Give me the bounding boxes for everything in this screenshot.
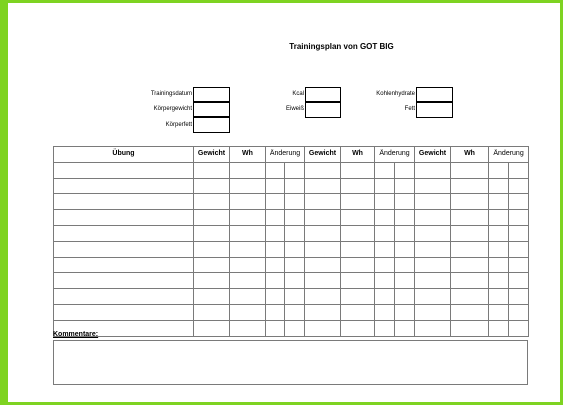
table-cell[interactable] <box>415 194 451 210</box>
table-cell[interactable] <box>451 320 489 336</box>
table-cell[interactable] <box>230 289 266 305</box>
eiweiss-field[interactable] <box>305 102 341 118</box>
label-trainingsdatum: Trainingsdatum <box>150 91 192 97</box>
table-cell[interactable] <box>341 304 375 320</box>
label-koerpergewicht: Körpergewicht <box>153 106 192 112</box>
table-cell[interactable] <box>375 241 395 257</box>
header-aenderung-1: Änderung <box>266 147 305 163</box>
header-wh-1: Wh <box>230 147 266 163</box>
table-cell[interactable] <box>230 178 266 194</box>
table-cell[interactable] <box>395 210 415 226</box>
table-cell[interactable] <box>509 320 529 336</box>
table-cell[interactable] <box>194 304 230 320</box>
table-cell[interactable] <box>509 194 529 210</box>
table-cell[interactable] <box>375 257 395 273</box>
table-cell[interactable] <box>285 241 305 257</box>
header-aenderung-2: Änderung <box>375 147 415 163</box>
table-cell[interactable] <box>266 304 285 320</box>
table-cell[interactable] <box>415 210 451 226</box>
table-cell[interactable] <box>395 225 415 241</box>
table-cell[interactable] <box>266 194 285 210</box>
table-cell[interactable] <box>415 304 451 320</box>
kcal-field[interactable] <box>305 87 341 102</box>
table-cell[interactable] <box>375 304 395 320</box>
table-cell[interactable] <box>194 210 230 226</box>
table-row <box>54 178 529 194</box>
table-cell[interactable] <box>54 162 194 178</box>
header-aenderung-3: Änderung <box>489 147 529 163</box>
table-cell[interactable] <box>305 178 341 194</box>
table-cell[interactable] <box>305 225 341 241</box>
table-cell[interactable] <box>230 194 266 210</box>
table-cell[interactable] <box>305 257 341 273</box>
table-cell[interactable] <box>451 241 489 257</box>
table-cell[interactable] <box>509 225 529 241</box>
table-cell[interactable] <box>266 241 285 257</box>
table-cell[interactable] <box>341 225 375 241</box>
table-cell[interactable] <box>305 210 341 226</box>
table-cell[interactable] <box>489 289 509 305</box>
table-cell[interactable] <box>451 273 489 289</box>
table-cell[interactable] <box>341 289 375 305</box>
table-cell[interactable] <box>266 178 285 194</box>
table-cell[interactable] <box>489 320 509 336</box>
table-cell[interactable] <box>415 273 451 289</box>
table-cell[interactable] <box>395 320 415 336</box>
table-cell[interactable] <box>341 178 375 194</box>
table-cell[interactable] <box>415 289 451 305</box>
table-cell[interactable] <box>489 210 509 226</box>
table-cell[interactable] <box>489 225 509 241</box>
table-cell[interactable] <box>230 304 266 320</box>
table-cell[interactable] <box>285 273 305 289</box>
koerpergewicht-field[interactable] <box>193 102 230 117</box>
table-cell[interactable] <box>305 320 341 336</box>
page-title: Trainingsplan von GOT BIG <box>289 42 394 51</box>
table-cell[interactable] <box>395 289 415 305</box>
table-cell[interactable] <box>194 273 230 289</box>
table-cell[interactable] <box>451 225 489 241</box>
table-cell[interactable] <box>305 162 341 178</box>
table-cell[interactable] <box>375 194 395 210</box>
table-cell[interactable] <box>375 210 395 226</box>
table-row <box>54 225 529 241</box>
table-cell[interactable] <box>285 178 305 194</box>
table-cell[interactable] <box>395 304 415 320</box>
table-cell[interactable] <box>194 241 230 257</box>
table-cell[interactable] <box>285 289 305 305</box>
table-cell[interactable] <box>230 257 266 273</box>
table-cell[interactable] <box>395 178 415 194</box>
table-cell[interactable] <box>285 257 305 273</box>
table-cell[interactable] <box>230 273 266 289</box>
table-row <box>54 194 529 210</box>
table-row <box>54 210 529 226</box>
comments-label: Kommentare: <box>53 331 99 338</box>
table-cell[interactable] <box>54 194 194 210</box>
table-cell[interactable] <box>489 194 509 210</box>
table-cell[interactable] <box>230 225 266 241</box>
table-header-row <box>54 147 529 163</box>
table-cell[interactable] <box>230 210 266 226</box>
table-cell[interactable] <box>194 162 230 178</box>
table-cell[interactable] <box>509 257 529 273</box>
table-row <box>54 304 529 320</box>
table-cell[interactable] <box>54 178 194 194</box>
label-fett: Fett <box>404 106 415 112</box>
table-cell[interactable] <box>451 162 489 178</box>
table-cell[interactable] <box>285 210 305 226</box>
table-cell[interactable] <box>54 273 194 289</box>
header-wh-3: Wh <box>451 147 489 163</box>
table-cell[interactable] <box>509 241 529 257</box>
table-cell[interactable] <box>266 225 285 241</box>
table-row <box>54 273 529 289</box>
table-cell[interactable] <box>230 320 266 336</box>
table-cell[interactable] <box>341 194 375 210</box>
label-koerperfett: Körperfett <box>165 122 192 128</box>
table-cell[interactable] <box>194 225 230 241</box>
table-cell[interactable] <box>415 320 451 336</box>
table-cell[interactable] <box>395 273 415 289</box>
header-gewicht-2: Gewicht <box>305 147 341 163</box>
table-cell[interactable] <box>451 289 489 305</box>
table-cell[interactable] <box>266 162 285 178</box>
table-cell[interactable] <box>375 162 395 178</box>
table-cell[interactable] <box>489 304 509 320</box>
table-cell[interactable] <box>341 162 375 178</box>
table-cell[interactable] <box>395 257 415 273</box>
comments-field[interactable] <box>53 340 528 385</box>
header-gewicht-3: Gewicht <box>415 147 451 163</box>
header-wh-2: Wh <box>341 147 375 163</box>
table-cell[interactable] <box>451 257 489 273</box>
table-cell[interactable] <box>194 257 230 273</box>
table-cell[interactable] <box>415 162 451 178</box>
table-cell[interactable] <box>415 178 451 194</box>
table-cell[interactable] <box>194 289 230 305</box>
table-cell[interactable] <box>285 194 305 210</box>
table-row <box>54 320 529 336</box>
table-cell[interactable] <box>451 210 489 226</box>
table-row <box>54 241 529 257</box>
table-cell[interactable] <box>266 257 285 273</box>
table-cell[interactable] <box>285 162 305 178</box>
table-cell[interactable] <box>509 289 529 305</box>
table-cell[interactable] <box>194 320 230 336</box>
table-cell[interactable] <box>451 304 489 320</box>
table-cell[interactable] <box>305 289 341 305</box>
table-cell[interactable] <box>509 304 529 320</box>
table-cell[interactable] <box>54 210 194 226</box>
table-cell[interactable] <box>266 320 285 336</box>
table-cell[interactable] <box>266 210 285 226</box>
table-cell[interactable] <box>415 241 451 257</box>
label-kohlenhydrate: Kohlenhydrate <box>376 91 415 97</box>
table-cell[interactable] <box>415 257 451 273</box>
table-cell[interactable] <box>375 289 395 305</box>
table-row <box>54 289 529 305</box>
table-cell[interactable] <box>305 273 341 289</box>
table-cell[interactable] <box>509 210 529 226</box>
table-cell[interactable] <box>54 241 194 257</box>
table-cell[interactable] <box>509 178 529 194</box>
table-cell[interactable] <box>230 241 266 257</box>
table-cell[interactable] <box>194 194 230 210</box>
table-cell[interactable] <box>305 241 341 257</box>
header-uebung: Übung <box>54 147 194 163</box>
table-cell[interactable] <box>451 194 489 210</box>
table-cell[interactable] <box>489 162 509 178</box>
fett-field[interactable] <box>416 102 453 118</box>
table-cell[interactable] <box>305 304 341 320</box>
table-cell[interactable] <box>285 304 305 320</box>
table-cell[interactable] <box>341 241 375 257</box>
table-cell[interactable] <box>54 257 194 273</box>
table-cell[interactable] <box>54 225 194 241</box>
table-cell[interactable] <box>54 289 194 305</box>
table-cell[interactable] <box>375 273 395 289</box>
koerperfett-field[interactable] <box>193 117 230 133</box>
table-cell[interactable] <box>285 225 305 241</box>
table-cell[interactable] <box>266 289 285 305</box>
table-cell[interactable] <box>375 225 395 241</box>
table-cell[interactable] <box>489 178 509 194</box>
label-kcal: Kcal <box>292 91 304 97</box>
label-eiweiss: Eiweiß <box>285 106 304 112</box>
table-cell[interactable] <box>395 241 415 257</box>
trainingsdatum-field[interactable] <box>193 87 230 102</box>
table-cell[interactable] <box>285 320 305 336</box>
table-cell[interactable] <box>451 178 489 194</box>
table-cell[interactable] <box>305 194 341 210</box>
table-row <box>54 257 529 273</box>
table-cell[interactable] <box>341 273 375 289</box>
table-cell[interactable] <box>341 257 375 273</box>
table-cell[interactable] <box>230 162 266 178</box>
training-table <box>53 146 529 337</box>
table-cell[interactable] <box>509 162 529 178</box>
table-cell[interactable] <box>415 225 451 241</box>
kohlenhydrate-field[interactable] <box>416 87 453 102</box>
table-cell[interactable] <box>395 194 415 210</box>
table-cell[interactable] <box>266 273 285 289</box>
table-cell[interactable] <box>194 178 230 194</box>
table-cell[interactable] <box>54 304 194 320</box>
header-gewicht-1: Gewicht <box>194 147 230 163</box>
table-cell[interactable] <box>375 178 395 194</box>
table-row <box>54 162 529 178</box>
table-cell[interactable] <box>341 210 375 226</box>
table-cell[interactable] <box>375 320 395 336</box>
table-cell[interactable] <box>341 320 375 336</box>
table-cell[interactable] <box>489 273 509 289</box>
table-cell[interactable] <box>509 273 529 289</box>
table-cell[interactable] <box>489 241 509 257</box>
table-cell[interactable] <box>395 162 415 178</box>
table-cell[interactable] <box>489 257 509 273</box>
